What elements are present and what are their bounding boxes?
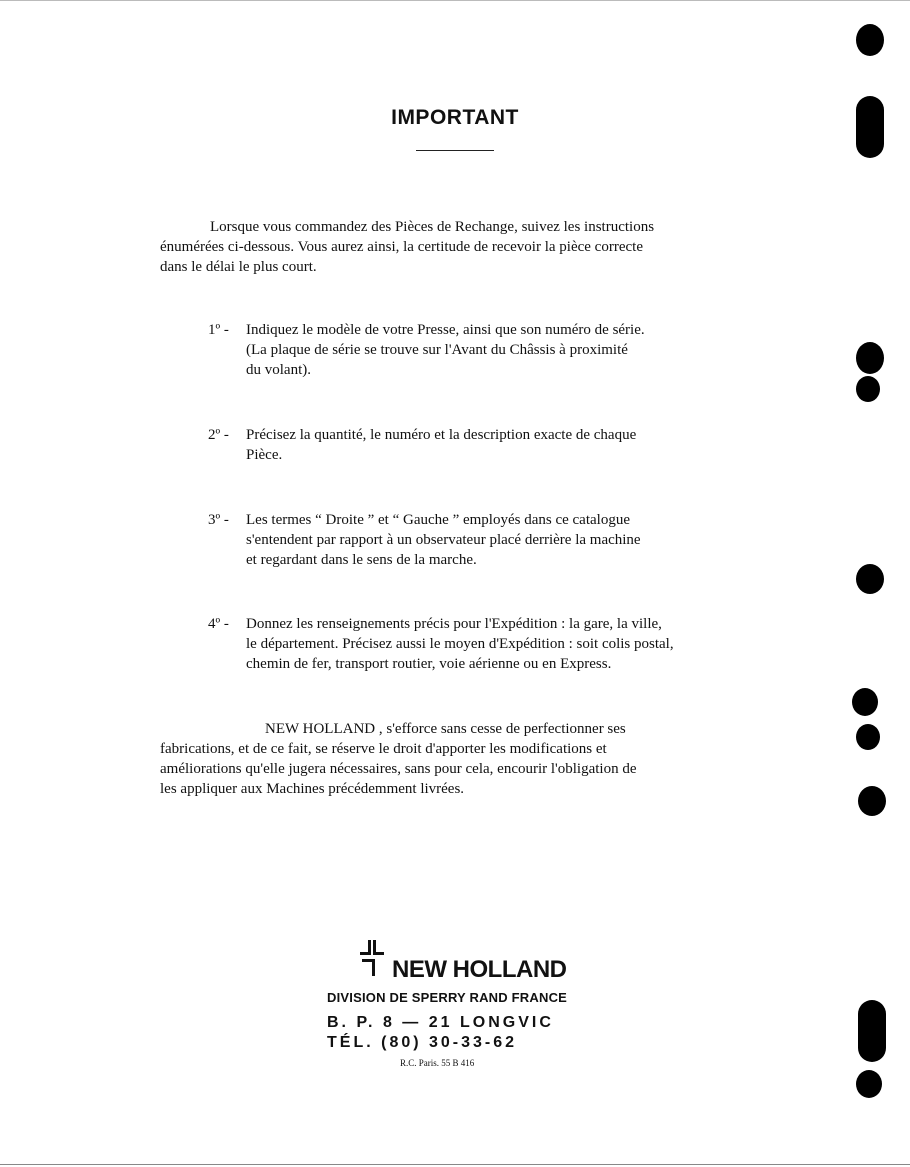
division-name: DIVISION DE SPERRY RAND FRANCE: [327, 990, 568, 1005]
item-number: 2º -: [208, 427, 229, 443]
binder-hole: [856, 1070, 882, 1098]
item-number: 3º -: [208, 512, 229, 528]
item-line: (La plaque de série se trouve sur l'Avant du Châssis à proximité: [246, 342, 628, 358]
intro-paragraph: [160, 217, 750, 277]
closing-paragraph: [160, 719, 750, 799]
instruction-item-4: [208, 614, 753, 674]
binder-hole: [856, 564, 884, 594]
item-line: et regardant dans le sens de la marche.: [246, 552, 477, 568]
page-title: IMPORTANT: [391, 106, 519, 129]
item-line: Les termes “ Droite ” et “ Gauche ” employés dans ce catalogue: [246, 512, 630, 528]
item-number: 1º -: [208, 322, 229, 338]
postal-address: B. P. 8 — 21 LONGVIC: [327, 1014, 554, 1031]
intro-line: dans le délai le plus court.: [160, 259, 317, 275]
closing-line: NEW HOLLAND , s'efforce sans cesse de perfectionner ses: [265, 721, 626, 737]
item-line: Donnez les renseignements précis pour l'Expédition : la gare, la ville,: [246, 616, 662, 632]
intro-line: Lorsque vous commandez des Pièces de Rechange, suivez les instructions: [210, 219, 655, 235]
binder-hole: [856, 376, 880, 402]
new-holland-emblem-icon: [356, 938, 396, 978]
item-line: Précisez la quantité, le numéro et la description exacte de chaque: [246, 427, 637, 443]
item-line: chemin de fer, transport routier, voie aérienne ou en Express.: [246, 656, 612, 672]
closing-line: fabrications, et de ce fait, se réserve le droit d'apporter les modifications et: [160, 741, 607, 757]
item-line: Indiquez le modèle de votre Presse, ainsi que son numéro de série.: [246, 322, 645, 338]
title-underline: [416, 150, 494, 151]
item-number: 4º -: [208, 616, 229, 632]
top-edge-mark: [0, 0, 910, 1]
item-line: s'entendent par rapport à un observateur placé derrière la machine: [246, 532, 641, 548]
intro-line: énumérées ci-dessous. Vous aurez ainsi, la certitude de recevoir la pièce correcte: [160, 239, 643, 255]
closing-line: les appliquer aux Machines précédemment livrées.: [160, 781, 465, 797]
binder-hole: [858, 786, 886, 816]
binder-hole: [856, 24, 884, 56]
bottom-edge-mark: [0, 1164, 910, 1165]
binder-hole: [856, 342, 884, 374]
item-line: du volant).: [246, 362, 311, 378]
binder-slot: [858, 1000, 886, 1062]
instruction-item-1: [208, 320, 753, 380]
binder-hole: [856, 724, 880, 750]
item-line: Pièce.: [246, 447, 283, 463]
phone-number: TÉL. (80) 30-33-62: [327, 1034, 518, 1051]
instruction-item-2: [208, 425, 753, 465]
registry-number: R.C. Paris. 55 B 416: [400, 1058, 475, 1068]
binder-hole: [852, 688, 878, 716]
instruction-item-3: [208, 510, 753, 570]
item-line: le département. Précisez aussi le moyen d'Expédition : soit colis postal,: [246, 636, 674, 652]
brand-name: NEW HOLLAND: [392, 956, 567, 983]
closing-line: améliorations qu'elle jugera nécessaires, sans pour cela, encourir l'obligation de: [160, 761, 637, 777]
